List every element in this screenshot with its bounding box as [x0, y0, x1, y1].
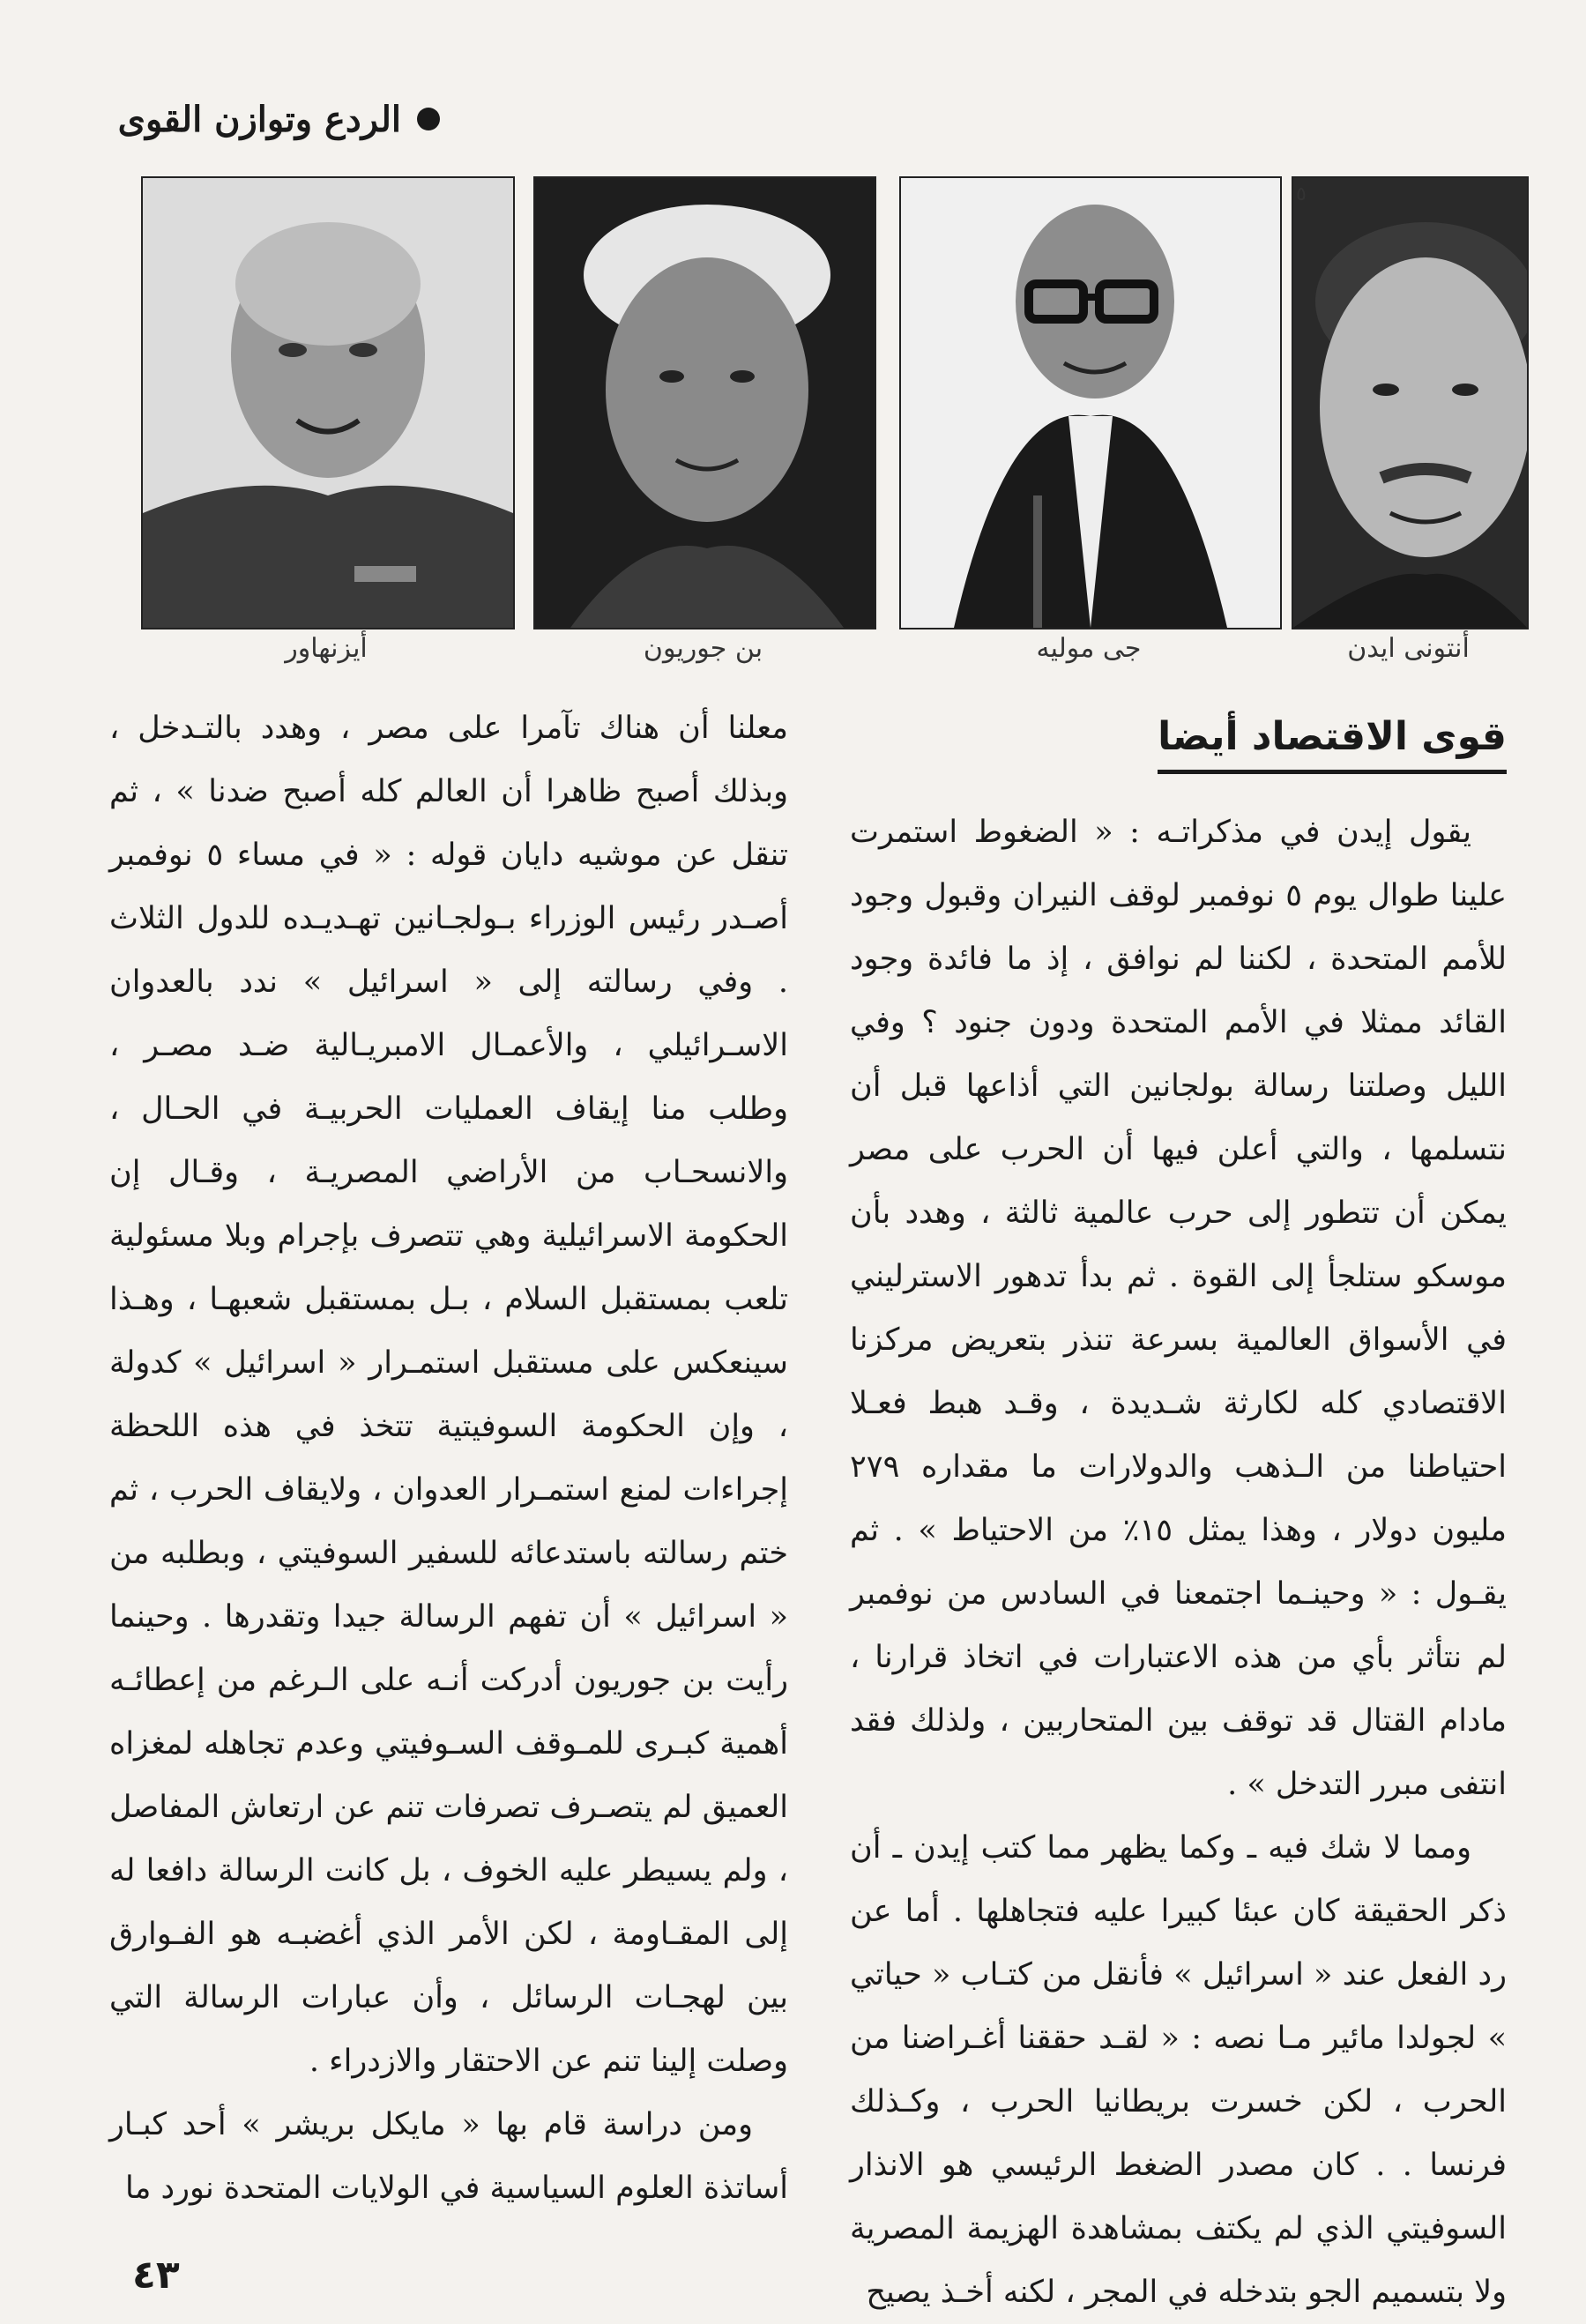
- photo-ben-gurion: [533, 176, 876, 629]
- photo-strip: [0, 176, 1586, 670]
- left-column: [109, 696, 788, 2220]
- photo-caption-guy-mollet: جى موليه: [1036, 633, 1142, 664]
- portrait-eisenhower-icon: [143, 178, 513, 628]
- right-column-paragraph-2: ومما لا شك فيه ـ وكما يظهر مما كتب إيدن ـ أن ذكر الحقيقة كان عبئا كبيرا عليه فتجاهلها . أما عن رد الفعل عند « اسرائيل » فأنقل من كتـاب « حياتي » لجولدا مائير مـا نصه : « لقـد حققنا أغـراضنا من الحرب ، لكن خسرت بريطانيا الحرب ، وكـذلك فرنسا . . كان مصدر الضغط الرئيسي هو الانذار السوفيتي الذي لم يكتف بمشاهدة الهزيمة المصرية ولا بتسميم الجو بتدخله في المجر ، لكنه أخـذ يصيح: [850, 1830, 1507, 2310]
- bullet-icon: [417, 108, 440, 130]
- photo-anthony-eden: [1292, 176, 1529, 629]
- left-column-paragraph-2: ومن دراسة قام بها « مايكل بريشر » أحد كبـار أساتذة العلوم السياسية في الولايات المتحدة نورد ما: [109, 2107, 788, 2206]
- photo-caption-anthony-eden: أنتونى ايدن: [1347, 633, 1470, 664]
- photo-guy-mollet: [899, 176, 1282, 629]
- running-header-title: الردع وتوازن القوى: [117, 98, 401, 140]
- photo-number: ٥: [1296, 183, 1307, 205]
- photo-caption-ben-gurion: بن جوريون: [643, 633, 763, 664]
- photo-caption-eisenhower: أيزنهاور: [285, 633, 368, 664]
- page-number: ٤٣: [132, 2253, 180, 2298]
- left-column-paragraph-1: معلنا أن هناك تآمرا على مصر ، وهدد بالتـدخل ، وبذلك أصبح ظاهرا أن العالم كله أصبح ضدنا » ، ثم تنقل عن موشيه دايان قوله : « في مساء ٥ نوفمبر أصـدر رئيس الوزراء بـولجـانين تهـديـده للدول الثلاث . وفي رسالته إلى « اسرائيل » ندد بالعدوان الاسـرائيلي ، والأعمـال الامبريـالية ضـد مصـر ، وطلب منا إيقاف العمليات الحربيـة في الحـال ، والانسحـاب من الأراضي المصريـة ، وقـال إن الحكومة الاسرائيلية وهي تتصرف بإجرام وبلا مسئولية تلعب بمستقبل السلام ، بـل بمستقبل شعبهـا ، وهـذا سينعكس على مستقبل استمـرار « اسرائيل » كدولة ، وإن الحكومة السوفيتية تتخذ في هذه اللحظة إجراءات لمنع استمـرار العدوان ، ولايقاف الحرب ، ثم ختم رسالته باستدعائه للسفير السوفيتي ، وبطلبه من « اسرائيل » أن تفهم الرسالة جيدا وتقدرها . وحينما رأيت بن جوريون أدركت أنـه على الـرغم من إعطائـه أهمية كبـرى للمـوقف السـوفيتي وعدم تجاهله لمغزاه العميق لم يتصـرف تصرفات تنم عن ارتعاش المفاصل ، ولم يسيطر عليه الخوف ، بل كانت الرسالة دافعا له إلى المقـاومة ، لكن الأمر الذي أغضبـه هو الفـوارق بين لهجـات الرسائل ، وأن عبارات الرسالة التي وصلت إلينا تنم عن الاحتقار والازدراء .: [109, 711, 788, 2079]
- section-title: قوى الاقتصاد أيضا: [1158, 714, 1507, 774]
- portrait-guy-mollet-icon: [901, 178, 1280, 628]
- portrait-ben-gurion-icon: [535, 178, 875, 628]
- right-column: [850, 696, 1507, 2324]
- running-header: [117, 93, 440, 145]
- right-column-paragraph-1: يقول إيدن في مذكراتـه : « الضغوط استمرت علينا طوال يوم ٥ نوفمبر لوقف النيران وقبول وجود للأمم المتحدة ، لكننا لم نوافق ، إذ ما فائدة وجود القائد ممثلا في الأمم المتحدة ودون جنود ؟ وفي الليل وصلتنا رسالة بولجانين التي أذاعها قبل أن نتسلمها ، والتي أعلن فيها أن الحرب على مصر يمكن أن تتطور إلى حرب عالمية ثالثة ، وهدد بأن موسكو ستلجأ إلى القوة . ثم بدأ تدهور الاسترليني في الأسواق العالمية بسرعة تنذر بتعريض مركزنا الاقتصادي كله لكارثة شـديدة ، وقـد هبط فعـلا احتياطنا من الـذهب والدولارات ما مقداره ٢٧٩ مليون دولار ، وهذا يمثل ١٥٪ من الاحتياط » . ثم يقـول : « وحينـما اجتمعنا في السادس من نوفمبر لم نتأثر بأي من هذه الاعتبارات في اتخاذ قرارنا ، مادام القتال قد توقف بين المتحاربين ، ولذلك فقد انتفى مبرر التدخل » .: [850, 815, 1508, 1802]
- portrait-anthony-eden-icon: [1293, 178, 1527, 628]
- photo-eisenhower: [141, 176, 515, 629]
